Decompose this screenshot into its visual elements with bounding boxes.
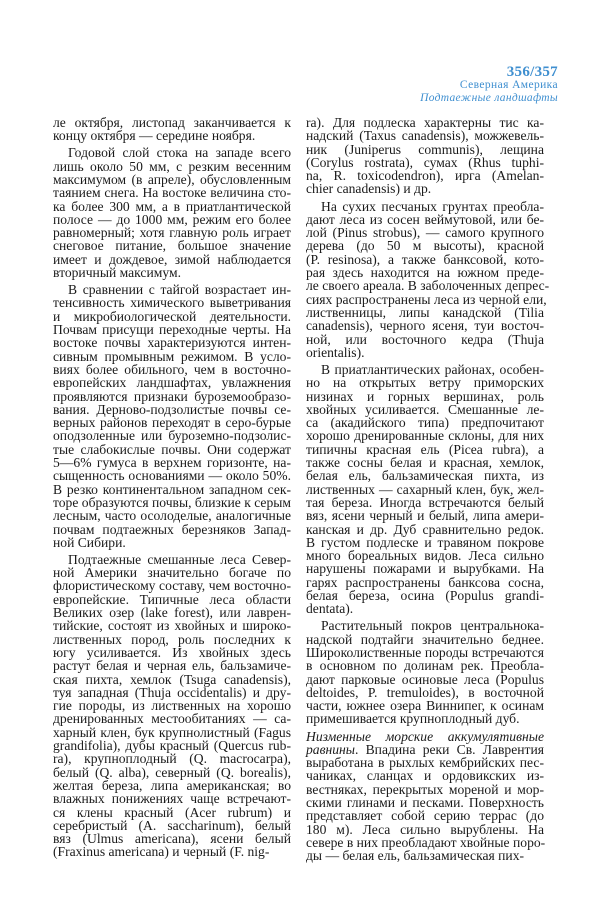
running-head-region: Северная Америка <box>459 79 558 91</box>
text-line: лиственных пород, роль последних к <box>53 631 291 647</box>
paragraph <box>53 283 291 549</box>
text-line: равнины. Впадина реки Св. Лаврентия <box>306 741 544 757</box>
paragraph <box>53 146 291 279</box>
text-line: вторичный максимум. <box>53 265 181 281</box>
text-line: харный клен, бук крупнолистный (Fagus <box>53 724 291 740</box>
text-line: лесным, часто осолоделые, аналогичные <box>53 508 291 524</box>
text-line: таянием снега. На востоке величина сто- <box>53 185 291 201</box>
text-line: ra). Для подлеска характерны тис ка- <box>306 115 544 130</box>
text-line: сиях распространены леса из черной ели, <box>306 291 547 307</box>
paragraph <box>306 619 544 725</box>
text-line: низинах и горных вершинах, роль <box>306 388 544 404</box>
text-line: также сосны белая и красная, хемлок, <box>306 455 544 471</box>
text-line: сивным промывным режимом. В усло- <box>53 348 291 364</box>
text-line: ка более 300 мм, а в приатлантической <box>53 198 291 214</box>
text-line: ra), крупноплодный (Q. macrocarpa), <box>53 751 291 767</box>
text-line: тая береза. Иногда встречаются белый <box>306 494 544 510</box>
text-line: вяз, ясени черный и белый, липа амери- <box>306 508 544 524</box>
text-line: лой (Pinus strobus), — самого крупного <box>306 225 544 241</box>
text-line: виях более обильного, чем в восточно- <box>53 361 291 377</box>
text-line: гарях распространены банксова сосна, <box>306 574 544 590</box>
text-line: хвойных усиливается. Смешанные ле- <box>306 401 544 417</box>
text-line: лиственных — сахарный клен, бук, жел- <box>306 481 544 497</box>
text-line: желтая береза, липа американская; во <box>53 777 291 793</box>
text-line: снеговое питание, большое значение <box>53 238 291 254</box>
text-line: проявляются признаки буроземообразо- <box>53 388 291 404</box>
left-text-column <box>53 116 291 863</box>
text-line: ле своего ареала. В заболоченных депрес- <box>306 278 550 294</box>
text-line: ле октября, листопад заканчивается к <box>53 115 291 130</box>
text-line: севере в них преобладают хвойные поро- <box>306 834 546 850</box>
text-line: Широколиственные породы встречаются <box>306 644 544 660</box>
text-line: лишь около 50 мм, с резким весенним <box>53 158 291 174</box>
text-line: grandifolia), дубы красный (Quercus rub- <box>53 738 291 754</box>
text-line: ская пихта, хемлок (Tsuga canadensis), <box>53 671 291 687</box>
text-line: гие породы, из лиственных на хорошо <box>53 698 291 714</box>
text-line: dentata). <box>306 601 354 617</box>
text-line: 5—6% гумуса в верхнем горизонте, на- <box>53 455 291 471</box>
text-line: почвам подтаежных березняков Запад- <box>53 521 291 537</box>
text-line: равномерный; хотя главную роль играет <box>53 225 291 241</box>
text-line: европейские. Типичные леса области <box>53 591 291 607</box>
text-line: белая ель, бальзамическая пихта, из <box>306 468 544 484</box>
text-line: скими глинами и песками. Поверхность <box>306 795 544 811</box>
text-line: ной, или восточного кедра (Thuja <box>306 331 544 347</box>
page-numbers: 356/357 <box>506 64 558 80</box>
text-line: влажных понижениях чаще встречают- <box>53 791 291 807</box>
text-line: ды — белая ель, бальзамическая пих- <box>306 848 525 864</box>
text-line: дренированных местообитаниях — са- <box>53 711 291 727</box>
paragraph <box>306 730 544 863</box>
text-line <box>306 730 544 743</box>
text-line: в основном по долинам рек. Преобла- <box>306 658 544 674</box>
text-line: но на открытых ветру приморских <box>306 375 544 391</box>
text-line: deltoides, P. tremuloides), в восточной <box>306 684 544 700</box>
text-line: 180 м). Леса сильно вырублены. На <box>306 821 544 837</box>
text-line: имеет и дождевое, зимой наблюдается <box>53 251 291 267</box>
text-line: надский (Taxus canadensis), можжевель- <box>306 128 544 144</box>
paragraph <box>306 198 550 360</box>
text-line: флористическому составу, чем восточно- <box>53 578 291 594</box>
text-line: европейских ландшафтах, увлажнения <box>53 375 291 391</box>
text-line: вания. Дерново-подзолистые почвы се- <box>53 401 291 417</box>
text-line: ся клены красный (Acer rubrum) и <box>53 804 291 820</box>
text-line: Подтаежные смешанные леса Север- <box>68 551 291 567</box>
text-line: части, южнее озера Виннипег, к осинам <box>306 698 544 714</box>
text-line: много бореальных видов. Леса сильно <box>306 548 544 564</box>
text-line: (Corylus rostrata), сумах (Rhus tuphi- <box>306 154 544 170</box>
paragraph <box>306 363 544 616</box>
text-line: Растительный покров центральнока- <box>321 618 544 634</box>
text-line: белая береза, осина (Populus grandi- <box>306 587 544 603</box>
text-line: дерева (до 50 м высоты), красной <box>306 238 544 254</box>
text-line: концу октября — середине ноября. <box>53 128 256 144</box>
text-line: na, R. toxicodendron), ирга (Amelan- <box>306 168 544 184</box>
text-line: оподзоленные или буроземно-подзолис- <box>53 428 291 444</box>
text-line: В густом подлеске и травяном покрове <box>306 534 544 550</box>
italic-heading: равнины <box>306 741 355 757</box>
text-line: рая здесь находится на южном преде- <box>306 265 544 281</box>
text-line: Годовой слой стока на западе всего <box>68 145 291 161</box>
page-header <box>420 66 558 105</box>
text-line: canadensis), черного ясеня, туи восточ- <box>306 318 544 334</box>
text-line: (Fraxinus americana) и черный (F. nig- <box>53 844 270 860</box>
right-text-column <box>306 115 550 866</box>
text-line: максимумом (в апреле), обусловленным <box>53 171 291 187</box>
text-line: На сухих песчаных грунтах преобла- <box>321 198 544 214</box>
text-line: югу усиливается. Из хвойных здесь <box>53 644 291 660</box>
text-line: туя западная (Thuja occidentalis) и дру- <box>53 684 291 700</box>
text-line: белый (Q. alba), северный (Q. borealis), <box>53 764 291 780</box>
text-line: вяз (Ulmus americana), ясени белый <box>53 831 291 847</box>
text-line: В сравнении с тайгой возрастает ин- <box>68 282 291 298</box>
text-line: примешивается крупноплодный дуб. <box>306 711 520 727</box>
text-line: выработана в рыхлых кембрийских пес- <box>306 755 544 771</box>
paragraph <box>53 116 291 143</box>
text-line: нарушены пожарами и вырубками. На <box>306 561 544 577</box>
italic-heading: Низменные морские аккумулятивные <box>306 728 544 744</box>
text-line: Почвам присущи переходные черты. На <box>53 322 291 338</box>
paragraph <box>53 553 291 859</box>
text-line: надской подтайги значительно беднее. <box>306 631 544 647</box>
text-line: тенсивность химического выветривания <box>53 295 291 311</box>
text-line: серебристый (A. saccharinum), белый <box>53 817 291 833</box>
text-line: дают леса из сосен веймутовой, или бе- <box>306 211 544 227</box>
text-line: тые слабокислые почвы. Они содержат <box>53 441 291 457</box>
text-line: В приатлантических районах, особен- <box>321 361 544 377</box>
paragraph <box>306 116 544 196</box>
text-line: Великих озер (lake forest), или лаврен- <box>53 605 291 621</box>
text-line: канская и др. Дуб сравнительно редок. <box>306 521 544 537</box>
text-line: сыщенность основаниями — около 50%. <box>53 468 291 484</box>
text-line: востоке почвы характеризуются интен- <box>53 335 291 351</box>
text-line: верных районов переходят в серо-бурые <box>53 415 291 431</box>
text-line: вестняках, перекрытых мореной и мор- <box>306 781 544 797</box>
text-line: ной Америки значительно богаче по <box>53 565 291 581</box>
text-line: ной Сибири. <box>53 534 126 550</box>
text-line: представляет собой серию террас (до <box>306 808 544 824</box>
text-line: дают парковые осиновые леса (Populus <box>306 671 544 687</box>
text-line: полосе — до 1000 мм, режим его более <box>53 211 291 227</box>
text-line: chier canadensis) и др. <box>306 181 432 197</box>
text-line: orientalis). <box>306 344 365 360</box>
text-line: чаниках, сланцах и ордовикских из- <box>306 768 544 784</box>
text-line: и микробиологической деятельности. <box>53 308 291 324</box>
text-line: В резко континентальном западном сек- <box>53 481 291 497</box>
text-line: растут белая и черная ель, бальзамиче- <box>53 658 291 674</box>
text-line: (P. resinosa), а также банксовой, кото- <box>306 251 544 267</box>
text-line: типичны красная ель (Picea rubra), а <box>306 441 544 457</box>
text-line: ник (Juniperus communis), лещина <box>306 141 544 157</box>
text-line: тийские, состоят из хвойных и широко- <box>53 618 291 634</box>
text-line: торе образуются почвы, близкие к серым <box>53 494 291 510</box>
running-head-section: Подтаежные ландшафты <box>420 92 558 104</box>
text-line: лиственницы, липы канадской (Tilia <box>306 304 544 320</box>
text-line: хорошо дренированные склоны, для них <box>306 428 544 444</box>
text-line: са (акадийского типа) предпочитают <box>306 415 544 431</box>
